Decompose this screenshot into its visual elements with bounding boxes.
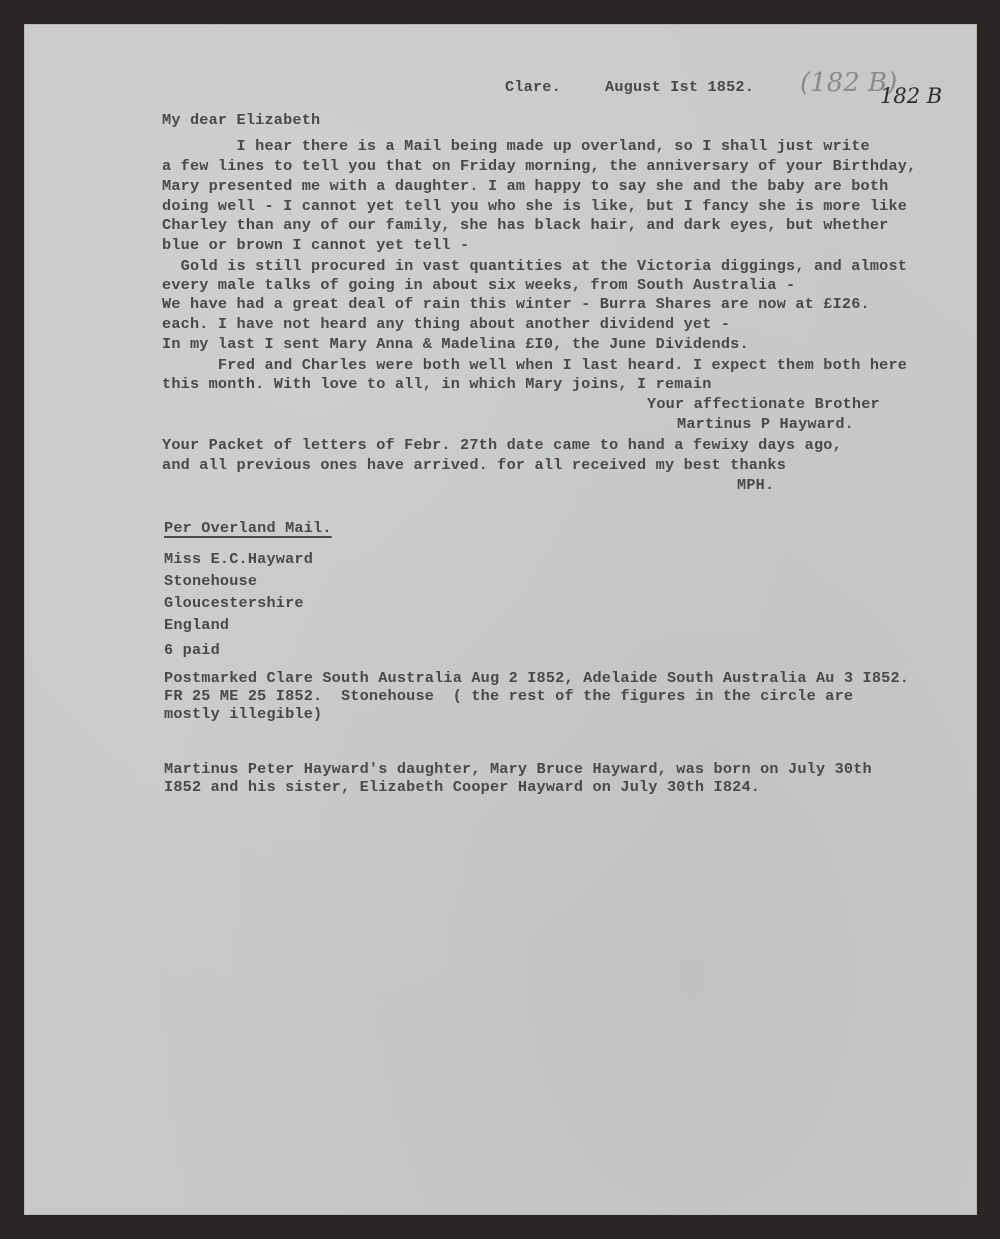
body-line: every male talks of going in about six weeks, from South Australia - xyxy=(162,276,796,294)
postmark-line: Postmarked Clare South Australia Aug 2 I852, Adelaide South Australia Au 3 I852. xyxy=(164,669,910,687)
body-line: each. I have not heard any thing about another dividend yet - xyxy=(162,315,731,333)
address-line: England xyxy=(164,616,230,634)
postmark-line: mostly illegible) xyxy=(164,705,323,723)
address-line: Miss E.C.Hayward xyxy=(164,550,314,568)
body-line: Gold is still procured in vast quantities at the Victoria diggings, and almost xyxy=(162,257,908,275)
initials: MPH. xyxy=(737,476,775,494)
address-heading: Per Overland Mail. xyxy=(164,519,332,537)
body-line: In my last I sent Mary Anna & Madelina £I0, the June Dividends. xyxy=(162,335,749,353)
body-line: this month. With love to all, in which Mary joins, I remain xyxy=(162,375,712,393)
editor-note-line: Martinus Peter Hayward's daughter, Mary Bruce Hayward, was born on July 30th xyxy=(164,760,872,778)
body-line: doing well - I cannot yet tell you who she is like, but I fancy she is more like xyxy=(162,197,908,215)
body-line: I hear there is a Mail being made up overland, so I shall just write xyxy=(162,137,870,155)
editor-note-line: I852 and his sister, Elizabeth Cooper Hayward on July 30th I824. xyxy=(164,778,761,796)
address-line: Stonehouse xyxy=(164,572,258,590)
closing: Your affectionate Brother xyxy=(647,395,880,413)
postscript-line: and all previous ones have arrived. for all received my best thanks xyxy=(162,456,787,474)
body-line: blue or brown I cannot yet tell - xyxy=(162,236,470,254)
address-line: Gloucestershire xyxy=(164,594,304,612)
letter-place: Clare. xyxy=(505,78,561,96)
letter-date: August Ist 1852. xyxy=(605,78,755,96)
pencil-annotation: (182 B) xyxy=(800,68,898,98)
salutation: My dear Elizabeth xyxy=(162,111,321,129)
signature: Martinus P Hayward. xyxy=(677,415,854,433)
body-line: Charley than any of our family, she has black hair, and dark eyes, but whether xyxy=(162,216,889,234)
body-line: We have had a great deal of rain this winter - Burra Shares are now at £I26. xyxy=(162,295,870,313)
body-line: Fred and Charles were both well when I last heard. I expect them both here xyxy=(162,356,908,374)
ink-annotation: 182 B xyxy=(880,84,943,108)
postage-note: 6 paid xyxy=(164,641,220,659)
body-line: a few lines to tell you that on Friday morning, the anniversary of your Birthday, xyxy=(162,157,917,175)
postmark-line: FR 25 ME 25 I852. Stonehouse ( the rest of the figures in the circle are xyxy=(164,687,854,705)
postscript-line: Your Packet of letters of Febr. 27th date came to hand a fewixy days ago, xyxy=(162,436,842,454)
body-line: Mary presented me with a daughter. I am happy to say she and the baby are both xyxy=(162,177,889,195)
